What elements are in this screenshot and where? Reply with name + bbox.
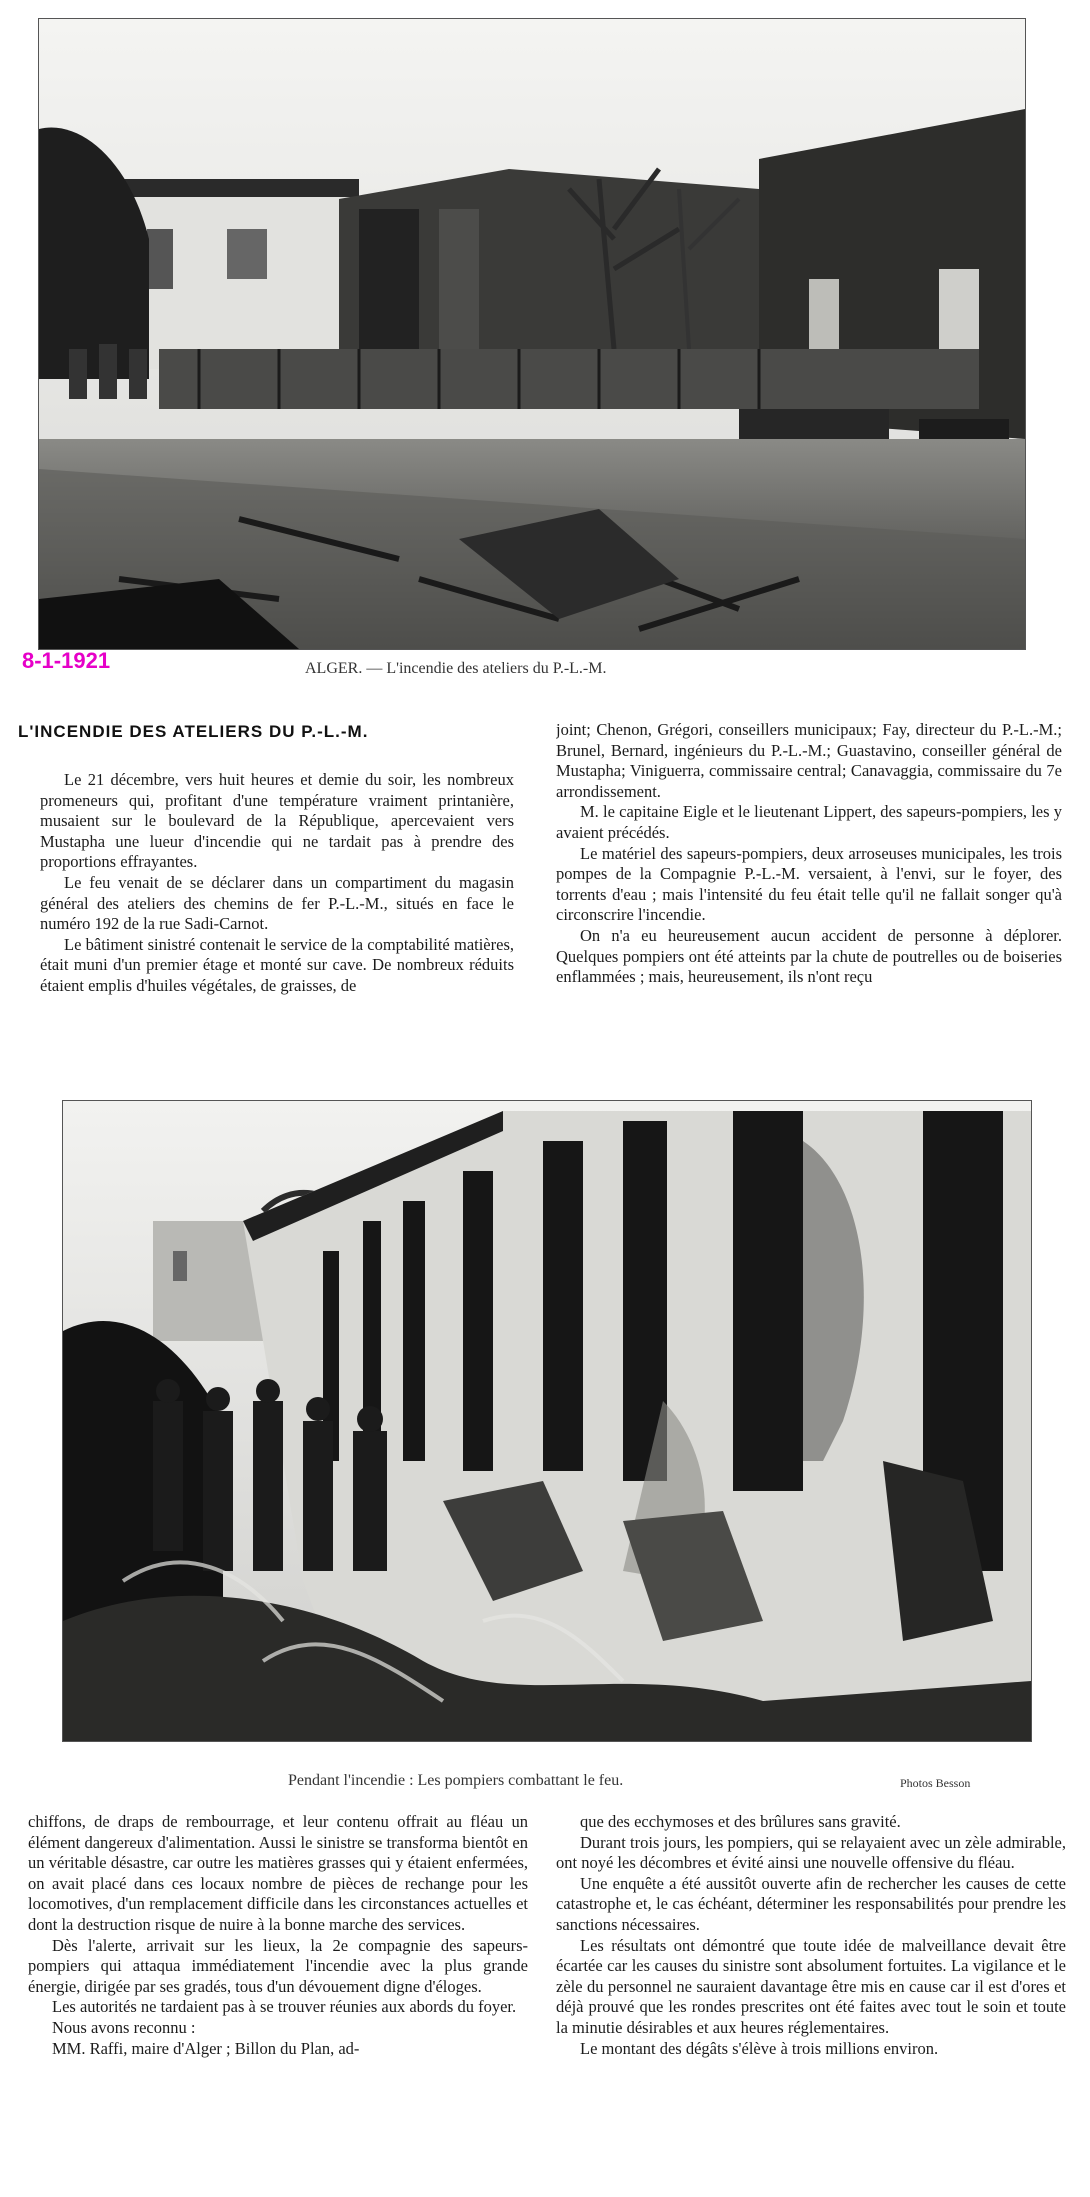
photo-firefighters bbox=[62, 1100, 1032, 1742]
article-paragraph: Une enquête a été aussitôt ouverte afin de rechercher les causes de cette catastrophe et, le cas échéant, déterminer les responsabilités pour prendre les sanctions nécessaires. bbox=[556, 1873, 1066, 1934]
article-paragraph: On n'a eu heureusement aucun accident de personne à déplorer. Quelques pompiers ont été atteints par la chute de poutrelles ou de boiseries enflammées ; mais, heureusement, ils n'ont reçu bbox=[556, 925, 1062, 987]
date-stamp: 8-1-1921 bbox=[22, 648, 111, 673]
article-paragraph: M. le capitaine Eigle et le lieutenant Lippert, des sapeurs-pompiers, les y avaient précédés. bbox=[556, 802, 1062, 842]
article-paragraph: Dès l'alerte, arrivait sur les lieux, la 2e compagnie des sapeurs-pompiers qui attaqua immédiatement l'incendie avec la plus grande énergie, dirigée par ses gradés, tous d'un dévouement digne d'éloges. bbox=[28, 1935, 528, 1996]
article-paragraph: que des ecchymoses et des brûlures sans gravité. bbox=[580, 1812, 901, 1831]
article-column-2-bottom bbox=[556, 1812, 1066, 2192]
article-paragraph: Nous avons reconnu : bbox=[52, 2017, 196, 2037]
article-paragraph: joint; Chenon, Grégori, conseillers municipaux; Fay, directeur du P.-L.-M.; Brunel, Bernard, ingénieurs du P.-L.-M.; Guastavino, conseiller général de Mustapha; Viniguerra, commissaire central; Canavaggia, commissaire du 7e arrondissement. bbox=[556, 720, 1062, 801]
article-paragraph: Le feu venait de se déclarer dans un compartiment du magasin général des ateliers des chemins de fer P.-L.-M., situés en face le numéro 192 de la rue Sadi-Carnot. bbox=[40, 872, 514, 934]
article-headline: L'INCENDIE DES ATELIERS DU P.-L.-M. bbox=[18, 722, 369, 741]
bottom-photo-caption: Pendant l'incendie : Les pompiers combattant le feu. bbox=[288, 1772, 624, 1789]
top-photo-caption: ALGER. — L'incendie des ateliers du P.-L.-M. bbox=[305, 660, 607, 677]
photo-burned-workshops bbox=[38, 18, 1026, 650]
article-column-2-top bbox=[556, 720, 1062, 1080]
photo-firefighters-image bbox=[63, 1101, 1031, 1741]
photo-credit: Photos Besson bbox=[900, 1776, 971, 1790]
article-paragraph: MM. Raffi, maire d'Alger ; Billon du Plan, ad- bbox=[52, 2038, 360, 2058]
article-paragraph: Durant trois jours, les pompiers, qui se relayaient avec un zèle admirable, ont noyé les décombres et évité ainsi une nouvelle offensive du fléau. bbox=[556, 1832, 1066, 1873]
article-paragraph: Le 21 décembre, vers huit heures et demie du soir, les nombreux promeneurs qui, profitant d'une température vraiment printanière, musaient sur le boulevard de la République, apercevaient vers Mustapha une lueur d'incendie qui ne tardait pas à prendre des proportions effrayantes. bbox=[40, 770, 514, 872]
article-column-1-bottom bbox=[28, 1812, 528, 2192]
article-paragraph: Le montant des dégâts s'élève à trois millions environ. bbox=[580, 2038, 939, 2058]
article-paragraph: Le bâtiment sinistré contenait le service de la comptabilité matières, était muni d'un premier étage et monté sur cave. De nombreux réduits étaient emplis d'huiles végétales, de graisses, de bbox=[40, 934, 514, 995]
article-paragraph: Les résultats ont démontré que toute idée de malveillance devait être écartée car les causes du sinistre sont absolument fortuites. La vigilance et le zèle du personnel ne sauraient davantage être mis en cause car il est d'ores et déjà prouvé que les rondes prescrites ont été faites avec tout le soin et toute la minutie désirables et aux heures réglementaires. bbox=[556, 1935, 1066, 2037]
article-paragraph: chiffons, de draps de rembourrage, et leur contenu offrait au fléau un élément dangereux d'alimentation. Aussi le sinistre se transforma bientôt en un véritable désastre, car outre les matières grasses qui y étaient enfermées, on avait placé dans ces locaux nombre de pièces de rechange pour les locomotives, d'un remplacement difficile dans les circonstances actuelles et dont la destruction risque de nuire à la bonne marche des services. bbox=[28, 1812, 528, 1934]
article-paragraph: Les autorités ne tardaient pas à se trouver réunies aux abords du foyer. bbox=[52, 1997, 517, 2017]
photo-burned-workshops-image bbox=[39, 19, 1025, 649]
article-paragraph: Le matériel des sapeurs-pompiers, deux arroseuses municipales, les trois pompes de la Compagnie P.-L.-M. versaient, à l'envi, sur le foyer, des torrents d'eau ; mais l'intensité du feu était telle qu'il ne fallait songer qu'à circonscrire l'incendie. bbox=[556, 843, 1062, 925]
article-column-1-top bbox=[40, 770, 514, 1070]
